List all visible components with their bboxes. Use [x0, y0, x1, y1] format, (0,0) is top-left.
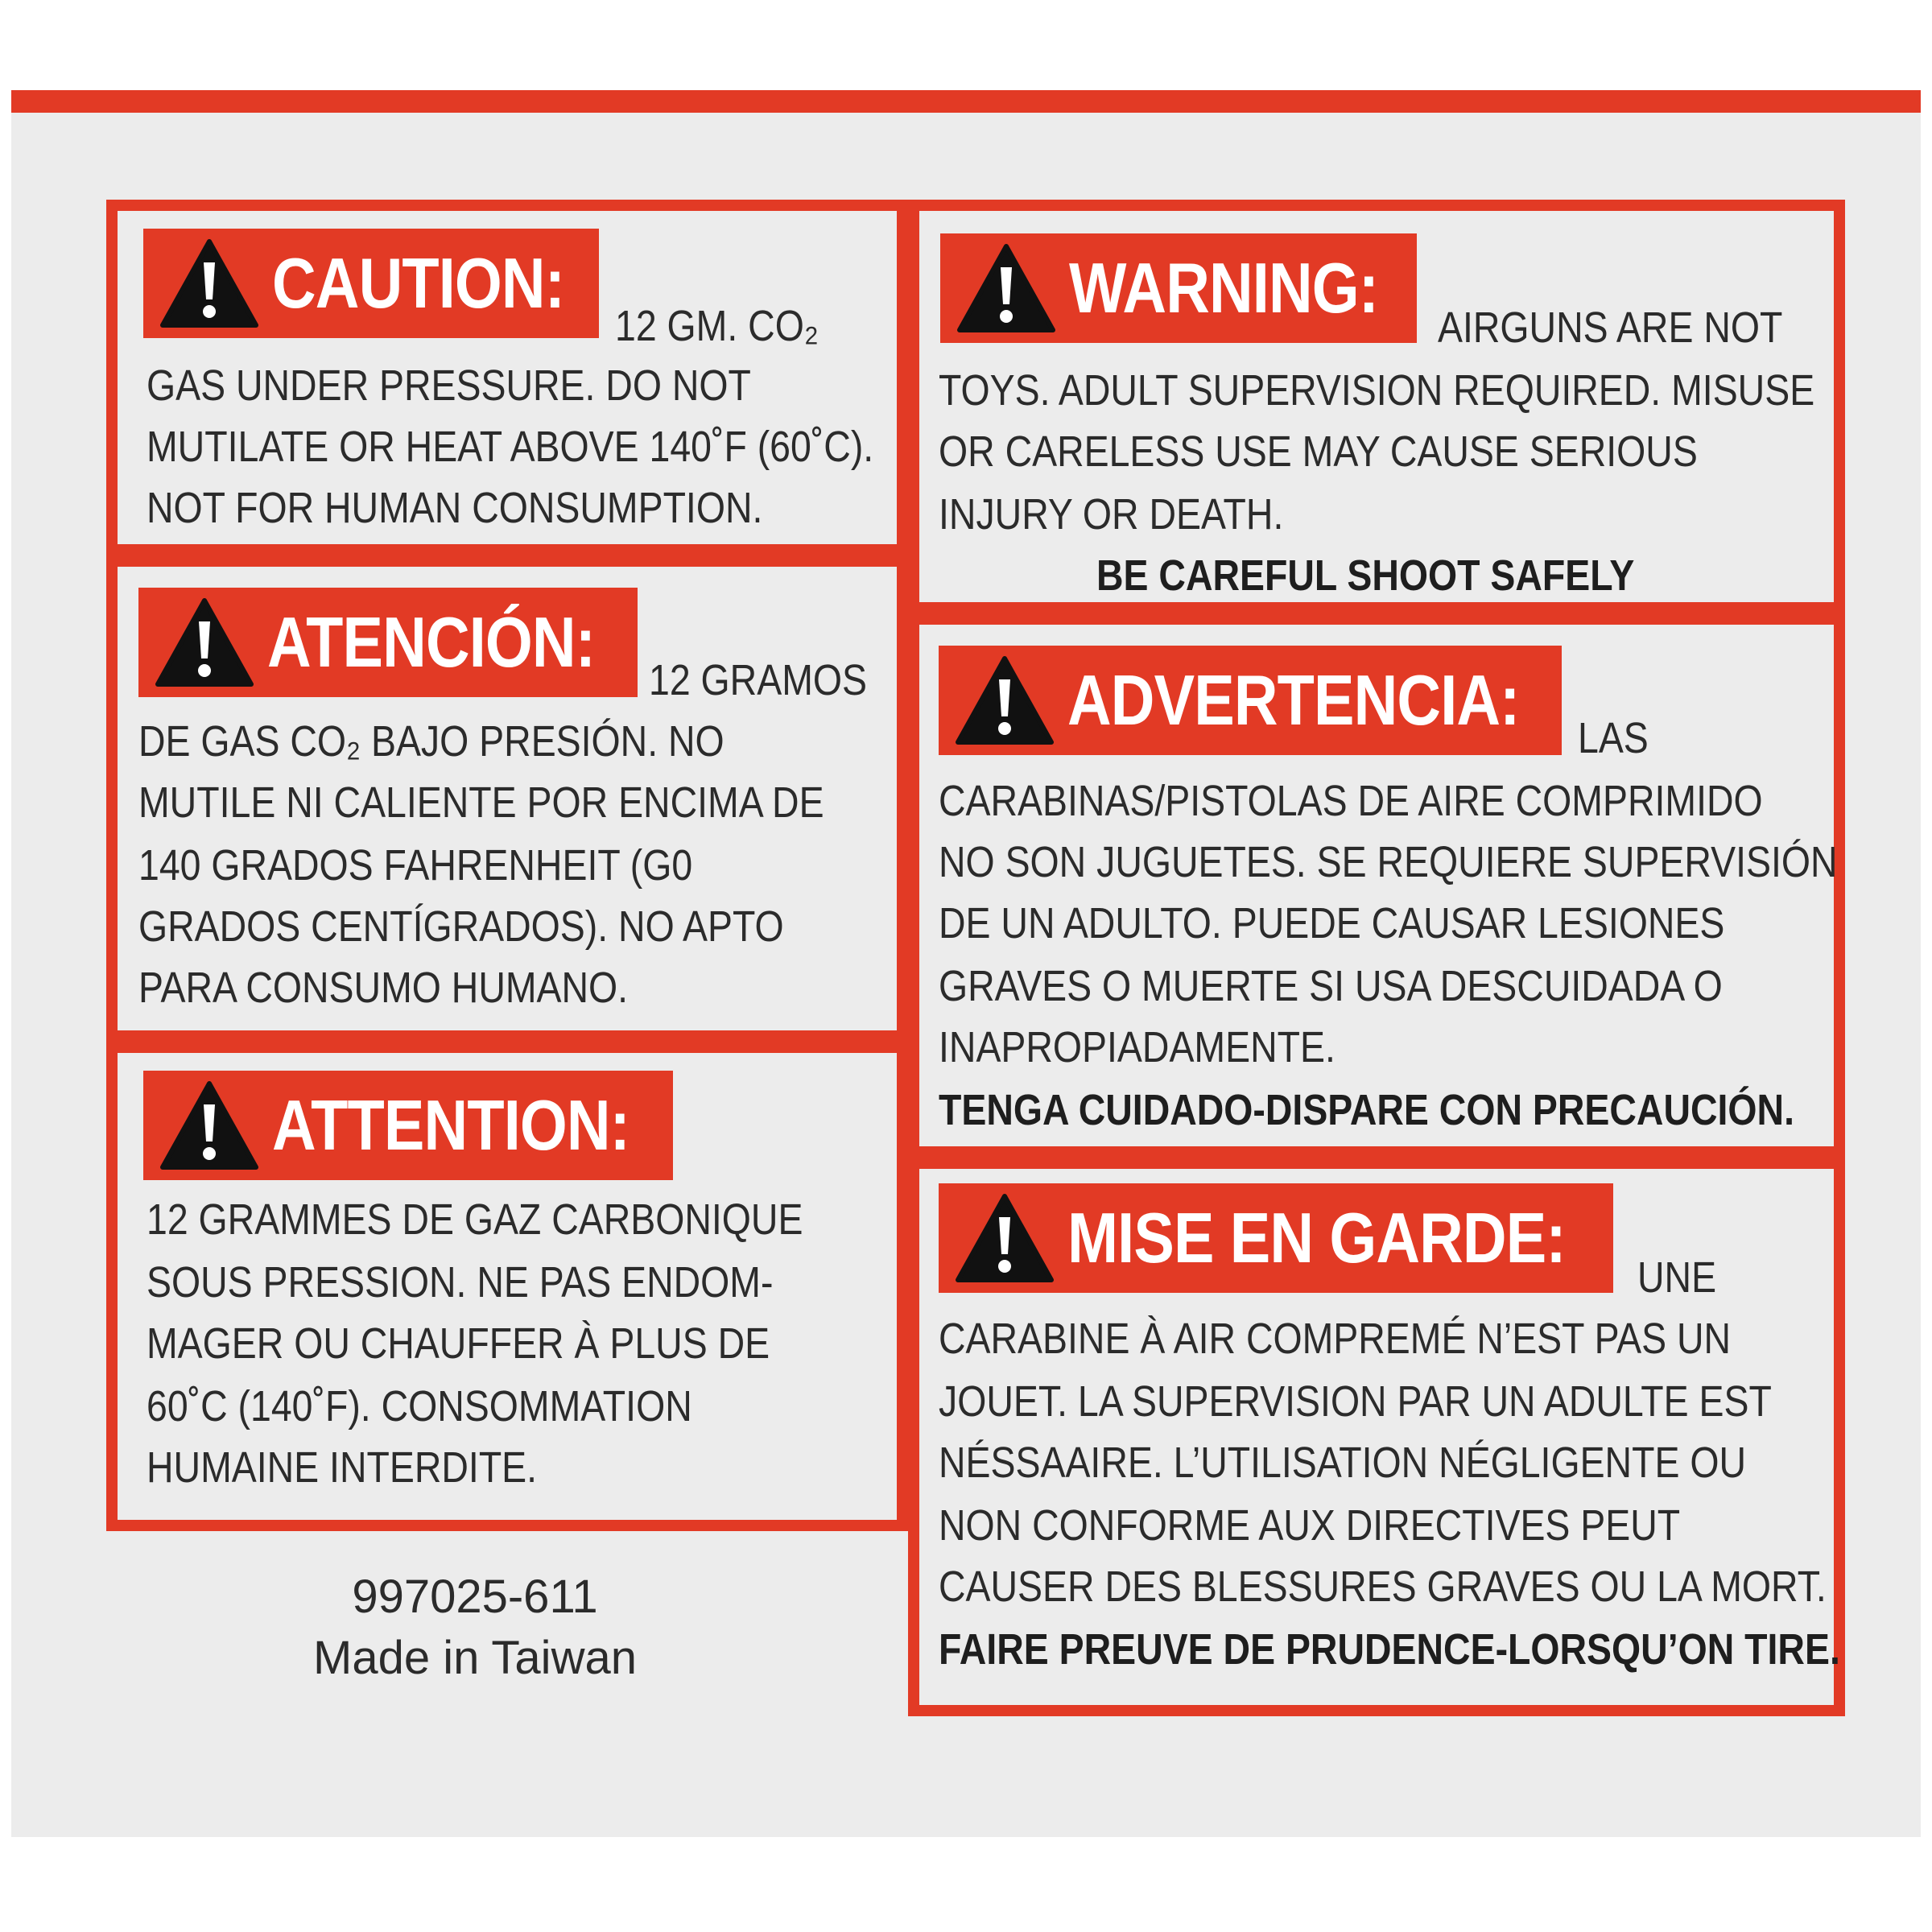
atencion-line-3: MUTILE NI CALIENTE POR ENCIMA DE: [138, 778, 824, 827]
mise-en-garde-emphasis: FAIRE PREUVE DE PRUDENCE-LORSQU’ON TIRE.: [939, 1625, 1840, 1674]
advertencia-title: ADVERTENCIA:: [1067, 660, 1520, 740]
warning-triangle-icon: [155, 597, 254, 687]
caution-line-2: GAS UNDER PRESSURE. DO NOT: [147, 361, 751, 410]
top-red-stripe: [11, 90, 1921, 113]
advertencia-line-4: DE UN ADULTO. PUEDE CAUSAR LESIONES: [939, 899, 1725, 947]
mise-en-garde-line-2: CARABINE À AIR COMPREMÉ N’EST PAS UN: [939, 1315, 1732, 1363]
attention-line-2: SOUS PRESSION. NE PAS ENDOM-: [147, 1258, 774, 1307]
atencion-line-2: DE GAS CO₂ BAJO PRESIÓN. NO: [138, 717, 724, 766]
atencion-header: [138, 588, 638, 697]
caution-line-1: 12 GM. CO₂: [615, 302, 819, 350]
country-of-origin: Made in Taiwan: [313, 1632, 637, 1684]
attention-header: [143, 1071, 673, 1180]
atencion-line-4: 140 GRADOS FAHRENHEIT (G0: [138, 841, 693, 890]
warning-triangle-icon: [956, 243, 1056, 333]
advertencia-emphasis: TENGA CUIDADO-DISPARE CON PRECAUCIÓN.: [939, 1086, 1795, 1134]
warning-triangle-icon: [159, 1080, 259, 1170]
mise-en-garde-line-1: UNE: [1637, 1253, 1717, 1302]
caution-line-4: NOT FOR HUMAN CONSUMPTION.: [147, 484, 763, 532]
caution-line-3: MUTILATE OR HEAT ABOVE 140˚F (60˚C).: [147, 423, 874, 471]
attention-line-3: MAGER OU CHAUFFER À PLUS DE: [147, 1319, 770, 1368]
atencion-title: ATENCIÓN:: [267, 602, 596, 682]
warning-header: [940, 233, 1417, 343]
mise-en-garde-line-6: CAUSER DES BLESSURES GRAVES OU LA MORT.: [939, 1563, 1827, 1611]
warning-triangle-icon: [955, 655, 1055, 745]
mise-en-garde-header: [939, 1183, 1613, 1293]
part-number: 997025-611: [352, 1571, 598, 1623]
warning-triangle-icon: [159, 238, 259, 328]
atencion-line-1: 12 GRAMOS: [649, 656, 867, 704]
warning-line-4: INJURY OR DEATH.: [939, 490, 1284, 539]
warning-triangle-icon: [955, 1193, 1055, 1283]
warning-emphasis: BE CAREFUL SHOOT SAFELY: [1096, 551, 1635, 600]
mise-en-garde-line-3: JOUET. LA SUPERVISION PAR UN ADULTE EST: [939, 1377, 1772, 1426]
mise-en-garde-line-4: NÉSSAAIRE. L’UTILISATION NÉGLIGENTE OU: [939, 1439, 1747, 1487]
advertencia-line-1: LAS: [1578, 714, 1649, 762]
atencion-line-6: PARA CONSUMO HUMANO.: [138, 964, 629, 1012]
attention-line-4: 60˚C (140˚F). CONSOMMATION: [147, 1382, 692, 1430]
warning-line-3: OR CARELESS USE MAY CAUSE SERIOUS: [939, 427, 1698, 476]
warning-line-1: AIRGUNS ARE NOT: [1438, 303, 1783, 352]
mise-en-garde-line-5: NON CONFORME AUX DIRECTIVES PEUT: [939, 1501, 1681, 1550]
warning-line-2: TOYS. ADULT SUPERVISION REQUIRED. MISUSE: [939, 366, 1815, 415]
advertencia-line-3: NO SON JUGUETES. SE REQUIERE SUPERVISIÓN: [939, 838, 1838, 886]
atencion-line-5: GRADOS CENTÍGRADOS). NO APTO: [138, 902, 784, 951]
advertencia-line-5: GRAVES O MUERTE SI USA DESCUIDADA O: [939, 962, 1723, 1010]
advertencia-line-6: INAPROPIADAMENTE.: [939, 1023, 1335, 1071]
attention-title: ATTENTION:: [272, 1085, 630, 1165]
warning-title: WARNING:: [1069, 248, 1379, 328]
caution-header: [143, 229, 599, 338]
attention-line-5: HUMAINE INTERDITE.: [147, 1443, 538, 1492]
mise-en-garde-title: MISE EN GARDE:: [1067, 1198, 1566, 1278]
attention-line-1: 12 GRAMMES DE GAZ CARBONIQUE: [147, 1195, 803, 1244]
advertencia-header: [939, 646, 1562, 755]
caution-title: CAUTION:: [272, 243, 565, 323]
advertencia-line-2: CARABINAS/PISTOLAS DE AIRE COMPRIMIDO: [939, 777, 1763, 825]
